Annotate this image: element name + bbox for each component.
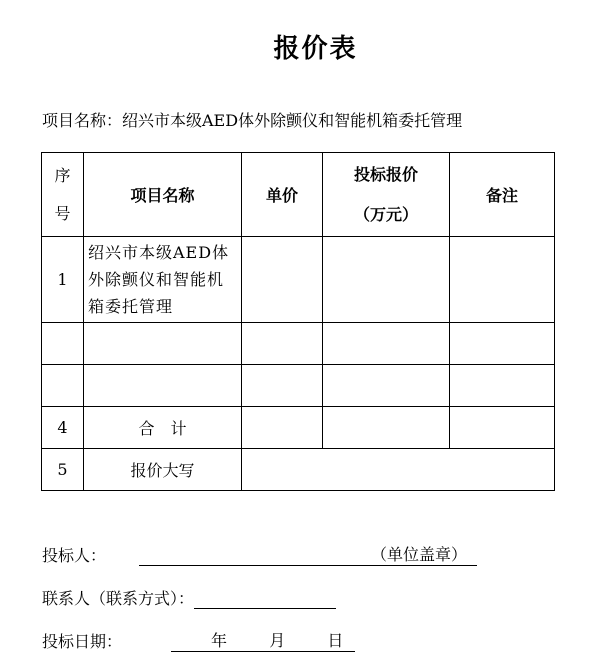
bidder-field[interactable] — [139, 542, 477, 566]
row-seq-cell: 1 — [42, 237, 84, 323]
row-unit-price-cell[interactable] — [242, 365, 323, 407]
row-item-cell: 绍兴市本级AED体外除颤仪和智能机箱委托管理 — [84, 237, 242, 323]
row-item-cell[interactable] — [84, 323, 242, 365]
upper-amount-cell[interactable] — [242, 449, 555, 491]
date-line — [42, 628, 355, 652]
row-item-cell[interactable] — [84, 365, 242, 407]
header-bid-quote-line1: 投标报价 — [353, 164, 418, 184]
header-seq-label: 序号 — [54, 165, 71, 223]
table-total-row — [42, 407, 555, 449]
row-remarks-cell[interactable] — [450, 237, 555, 323]
header-remarks: 备注 — [450, 153, 555, 237]
row-bid-quote-cell[interactable] — [323, 323, 450, 365]
date-label: 投标日期： — [42, 632, 123, 651]
seal-note: （单位盖章） — [371, 545, 468, 564]
total-unit-price-cell[interactable] — [242, 407, 323, 449]
row-unit-price-cell[interactable] — [242, 323, 323, 365]
header-unit-price: 单价 — [242, 153, 323, 237]
contact-field[interactable] — [194, 590, 336, 609]
table-row — [42, 237, 555, 323]
upper-seq-cell: 5 — [42, 449, 84, 491]
upper-label-cell: 报价大写 — [84, 449, 242, 491]
table-row — [42, 323, 555, 365]
quote-table — [41, 152, 555, 491]
project-name-line: 项目名称：绍兴市本级AED体外除颤仪和智能机箱委托管理 — [42, 111, 463, 130]
row-seq-cell[interactable] — [42, 365, 84, 407]
row-unit-price-cell[interactable] — [242, 237, 323, 323]
contact-label: 联系人（联系方式）： — [42, 589, 195, 608]
row-remarks-cell[interactable] — [450, 323, 555, 365]
bidder-label: 投标人： — [42, 546, 107, 565]
contact-line — [42, 586, 336, 609]
date-month: 月 — [269, 631, 286, 650]
page-title: 报价表 — [273, 34, 358, 64]
row-bid-quote-cell[interactable] — [323, 237, 450, 323]
header-seq — [42, 153, 84, 237]
table-uppercase-row — [42, 449, 555, 491]
row-bid-quote-cell[interactable] — [323, 365, 450, 407]
row-seq-cell[interactable] — [42, 323, 84, 365]
date-year: 年 — [211, 631, 228, 650]
row-remarks-cell[interactable] — [450, 365, 555, 407]
date-field[interactable] — [171, 628, 355, 652]
total-label-cell: 合 计 — [84, 407, 242, 449]
header-bid-quote — [323, 153, 450, 237]
total-remarks-cell[interactable] — [450, 407, 555, 449]
table-row — [42, 365, 555, 407]
total-bid-quote-cell[interactable] — [323, 407, 450, 449]
table-header-row — [42, 153, 555, 237]
header-item-name: 项目名称 — [84, 153, 242, 237]
total-seq-cell: 4 — [42, 407, 84, 449]
bidder-line — [42, 542, 477, 566]
header-bid-quote-line2: （万元） — [353, 204, 418, 224]
date-day: 日 — [327, 631, 344, 650]
